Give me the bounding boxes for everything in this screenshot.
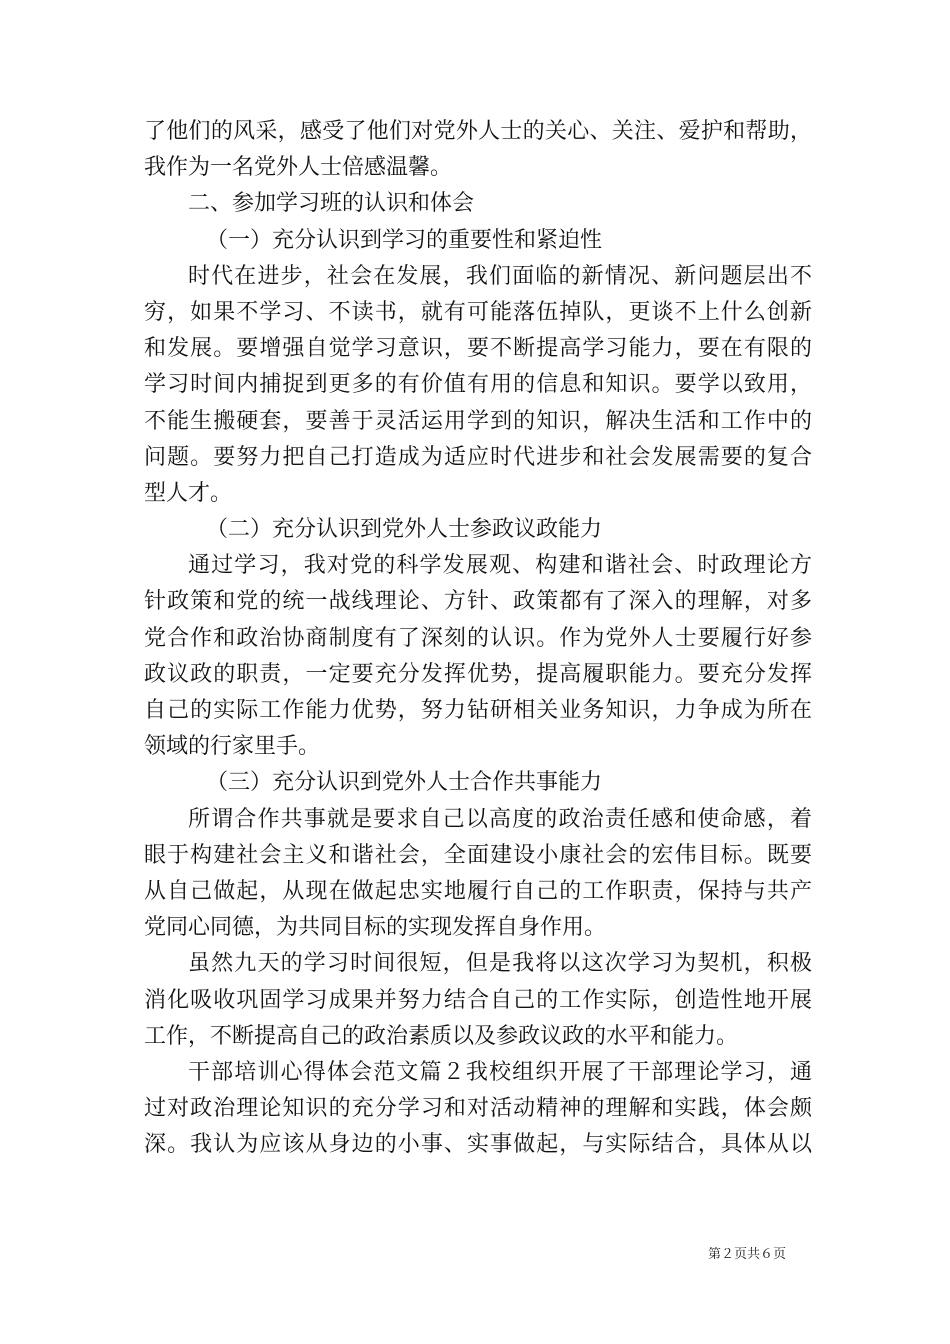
text-line: 干部培训心得体会范文篇２我校组织开展了干部理论学习，通 bbox=[188, 1059, 812, 1085]
text-line: 型人才。 bbox=[144, 480, 233, 506]
text-line: 我作为一名党外人士倍感温馨。 bbox=[144, 155, 453, 181]
text-line: 学习时间内捕捉到更多的有价值有用的信息和知识。要学以致用， bbox=[144, 372, 812, 398]
text-line: 领域的行家里手。 bbox=[144, 734, 321, 760]
section-heading: （二）充分认识到党外人士参政议政能力 bbox=[206, 517, 603, 543]
text-line: 工作，不断提高自己的政治素质以及参政议政的水平和能力。 bbox=[144, 1023, 739, 1049]
text-line: 虽然九天的学习时间很短，但是我将以这次学习为契机，积极 bbox=[188, 951, 812, 977]
text-line: 了他们的风采，感受了他们对党外人士的关心、关注、爱护和帮助， bbox=[144, 119, 812, 144]
text-line: 过对政治理论知识的充分学习和对活动精神的理解和实践，体会颇 bbox=[144, 1096, 812, 1122]
text-line: 针政策和党的统一战线理论、方针、政策都有了深入的理解，对多 bbox=[144, 589, 812, 615]
text-line: 问题。要努力把自己打造成为适应时代进步和社会发展需要的复合 bbox=[144, 444, 812, 470]
text-line: 二、参加学习班的认识和体会 bbox=[188, 191, 475, 217]
text-line: 党同心同德，为共同目标的实现发挥自身作用。 bbox=[144, 915, 607, 941]
text-line: 通过学习，我对党的科学发展观、构建和谐社会、时政理论方 bbox=[188, 553, 812, 579]
text-line: 穷，如果不学习、不读书，就有可能落伍掉队，更谈不上什么创新 bbox=[144, 299, 812, 325]
text-line: 政议政的职责，一定要充分发挥优势，提高履职能力。要充分发挥 bbox=[144, 661, 812, 687]
text-line: 党合作和政治协商制度有了深刻的认识。作为党外人士要履行好参 bbox=[144, 625, 812, 651]
section-heading: （一）充分认识到学习的重要性和紧迫性 bbox=[206, 227, 603, 253]
text-line: 不能生搬硬套，要善于灵活运用学到的知识，解决生活和工作中的 bbox=[144, 408, 812, 434]
page-number: 第２页共６页 bbox=[708, 1247, 787, 1262]
text-line: 从自己做起，从现在做起忠实地履行自己的工作职责，保持与共产 bbox=[144, 878, 812, 904]
text-line: 自己的实际工作能力优势，努力钻研相关业务知识，力争成为所在 bbox=[144, 698, 812, 723]
document-body bbox=[144, 114, 812, 1163]
text-line: 时代在进步，社会在发展，我们面临的新情况、新问题层出不 bbox=[188, 263, 812, 289]
text-line: 消化吸收巩固学习成果并努力结合自己的工作实际，创造性地开展 bbox=[144, 987, 812, 1013]
text-line: 所谓合作共事就是要求自己以高度的政治责任感和使命感，着 bbox=[188, 806, 812, 832]
text-line: 眼于构建社会主义和谐社会，全面建设小康社会的宏伟目标。既要 bbox=[144, 842, 812, 868]
text-line: 和发展。要增强自觉学习意识，要不断提高学习能力，要在有限的 bbox=[144, 336, 812, 362]
text-line: 深。我认为应该从身边的小事、实事做起，与实际结合，具体从以 bbox=[144, 1132, 812, 1158]
section-heading: （三）充分认识到党外人士合作共事能力 bbox=[206, 770, 603, 796]
